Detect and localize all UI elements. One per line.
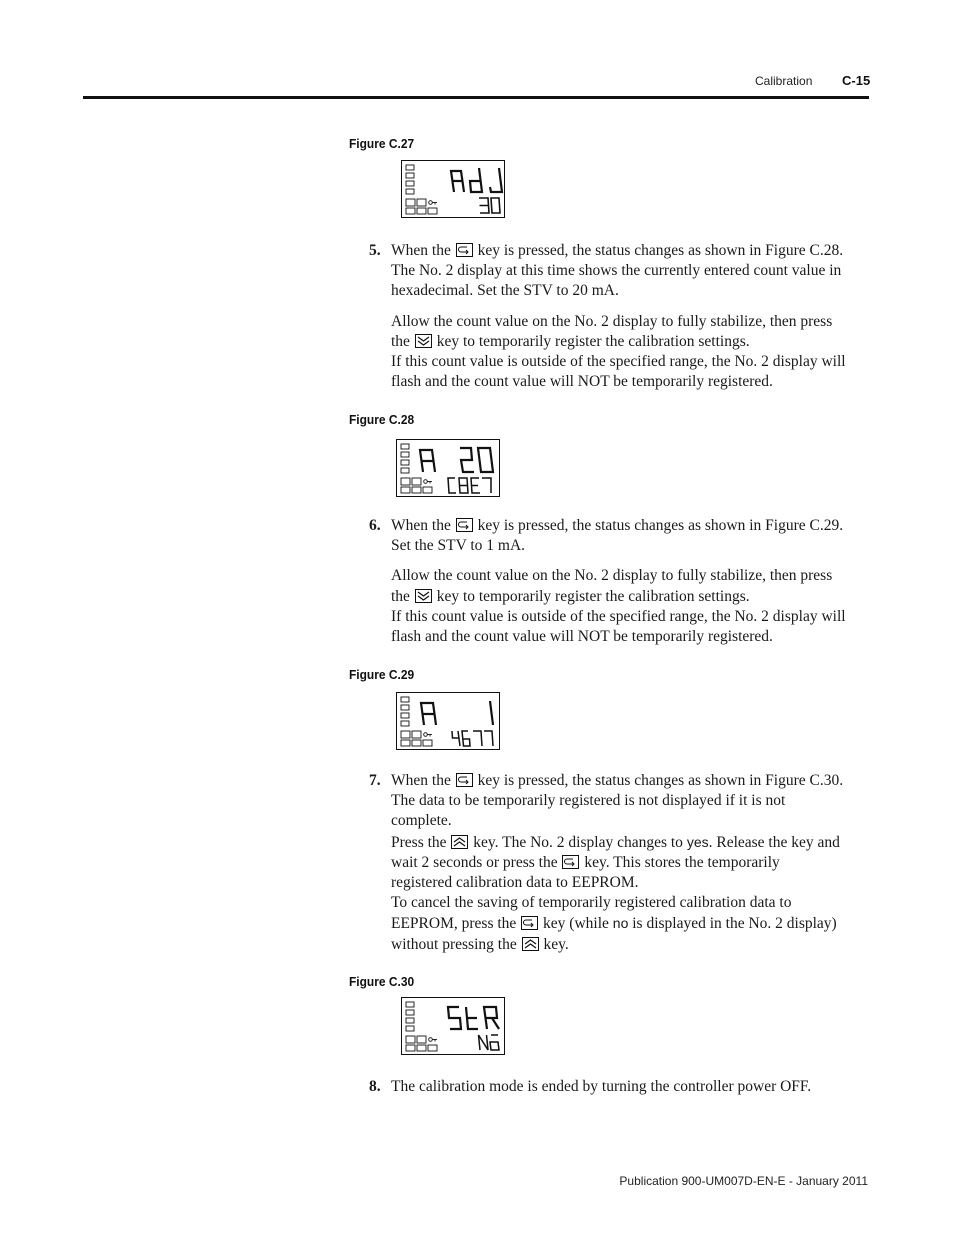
mode-key-icon (456, 518, 473, 532)
text: the (391, 587, 410, 605)
header-rule (83, 96, 869, 99)
step-6-paragraph-2 (391, 566, 869, 647)
figure-c27-lcd (401, 160, 505, 218)
text: The data to be temporarily registered is not displayed if it is not (391, 792, 786, 810)
text: Allow the count value on the No. 2 display to fully stabilize, then press (391, 567, 833, 585)
text: If this count value is outside of the specified range, the No. 2 display will (391, 607, 846, 625)
figure-c30-lcd (401, 997, 505, 1055)
text: key to temporarily register the calibration settings. (436, 332, 750, 350)
running-header-section: Calibration (755, 74, 813, 88)
text: key to temporarily register the calibration settings. (436, 587, 750, 605)
figure-c28-label: Figure C.28 (349, 412, 415, 427)
text: . Release the key and (708, 833, 840, 851)
figure-c28-lcd (396, 439, 500, 497)
text: If this count value is outside of the specified range, the No. 2 display will (391, 353, 846, 371)
down-key-icon (415, 334, 432, 348)
text: When the (391, 242, 451, 259)
step-number: 7. (369, 772, 381, 789)
text: The No. 2 display at this time shows the currently entered count value in (391, 262, 842, 280)
text: Allow the count value on the No. 2 display to fully stabilize, then press (391, 312, 833, 330)
mode-key-icon (562, 855, 579, 869)
figure-c30-label: Figure C.30 (349, 974, 415, 989)
text: without pressing the (391, 935, 517, 953)
step-number: 5. (369, 242, 381, 259)
text: key. (543, 935, 569, 953)
text: When the (391, 772, 451, 789)
text: Set the STV to 1 mA. (391, 537, 526, 555)
text: Press the (391, 833, 447, 851)
step-5-paragraph-1 (391, 241, 869, 302)
step-number: 6. (369, 517, 381, 534)
text: When the (391, 517, 451, 534)
up-key-icon (451, 835, 468, 849)
step-7-paragraph (391, 771, 869, 955)
step-5-paragraph-2 (391, 312, 869, 393)
text: key is pressed, the status changes as shown in Figure C.29. (477, 517, 844, 534)
text: the (391, 332, 410, 350)
text: wait 2 seconds or press the (391, 853, 558, 871)
down-key-icon (415, 589, 432, 603)
step-7 (369, 771, 869, 955)
text: EEPROM, press the (391, 915, 517, 933)
mode-key-icon (456, 243, 473, 257)
text: To cancel the saving of temporarily registered calibration data to (391, 894, 792, 912)
text: key is pressed, the status changes as shown in Figure C.30. (477, 772, 844, 789)
step-6-paragraph-1 (391, 516, 869, 556)
figure-c29-lcd (396, 692, 500, 750)
text: flash and the count value will NOT be temporarily registered. (391, 628, 773, 646)
yes-value: yes (686, 833, 709, 850)
step-8-text: The calibration mode is ended by turning the controller power OFF. (391, 1078, 812, 1095)
text: key (while (543, 915, 609, 933)
figure-c27-label: Figure C.27 (349, 136, 415, 151)
step-number: 8. (369, 1078, 381, 1095)
mode-key-icon (521, 916, 538, 930)
publication-footer: Publication 900-UM007D-EN-E - January 2011 (619, 1174, 868, 1188)
no-value: no (612, 915, 629, 932)
text: registered calibration data to EEPROM. (391, 874, 639, 892)
figure-c29-label: Figure C.29 (349, 667, 415, 682)
text: complete. (391, 812, 452, 830)
text: flash and the count value will NOT be temporarily registered. (391, 373, 773, 391)
mode-key-icon (456, 773, 473, 787)
step-5 (369, 241, 869, 392)
up-key-icon (522, 937, 539, 951)
text: key. The No. 2 display changes to (473, 833, 683, 851)
text: key. This stores the temporarily (584, 853, 780, 871)
text: key is pressed, the status changes as shown in Figure C.28. (477, 242, 844, 259)
text: hexadecimal. Set the STV to 20 mA. (391, 282, 619, 300)
step-6 (369, 516, 869, 647)
step-8 (369, 1077, 869, 1097)
text: is displayed in the No. 2 display) (632, 915, 837, 933)
page-number: C-15 (842, 73, 871, 88)
